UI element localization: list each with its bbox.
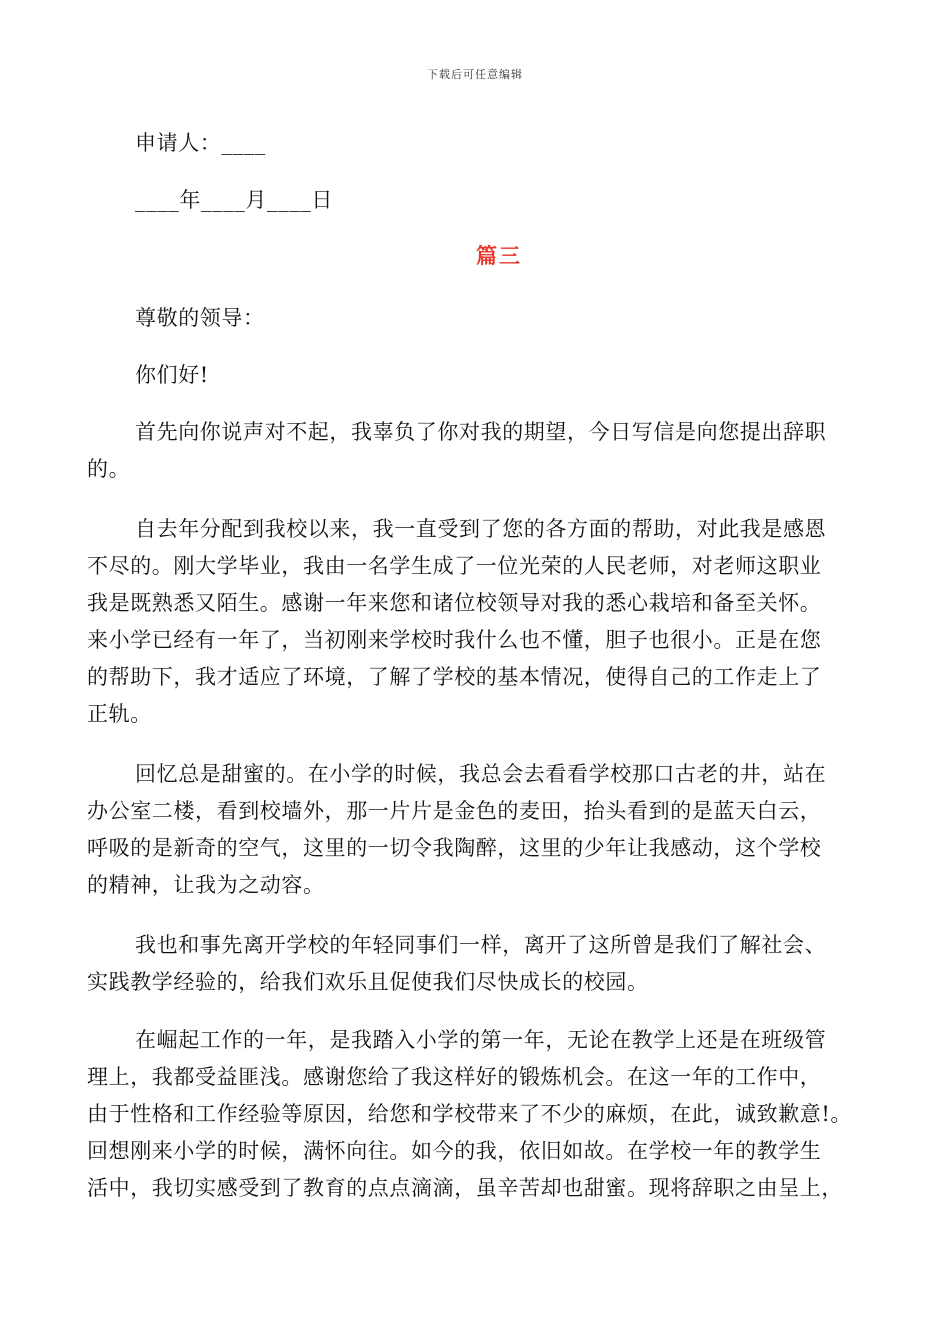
body-line: 首先向你说声对不起，我辜负了你对我的期望，今日写信是向您提出辞职 — [135, 420, 827, 444]
body-line: 我是既熟悉又陌生。感谢一年来您和诸位校领导对我的悉心栽培和备至关怀。 — [87, 591, 822, 615]
body-line: 在崛起工作的一年，是我踏入小学的第一年，无论在教学上还是在班级管 — [135, 1028, 827, 1052]
body-line: 呼吸的是新奇的空气，这里的一切令我陶醉，这里的少年让我感动，这个学校 — [87, 836, 822, 860]
body-line: 自去年分配到我校以来，我一直受到了您的各方面的帮助，对此我是感恩 — [135, 517, 827, 541]
body-line: 实践教学经验的，给我们欢乐且促使我们尽快成长的校园。 — [87, 970, 649, 994]
body-line: 回忆总是甜蜜的。在小学的时候，我总会去看看学校那口古老的井，站在 — [135, 762, 827, 786]
body-line: 的帮助下，我才适应了环境，了解了学校的基本情况，使得自己的工作走上了 — [87, 665, 822, 689]
body-line: 正轨。 — [87, 702, 152, 726]
body-line: 来小学已经有一年了，当初刚来学校时我什么也不懂，胆子也很小。正是在您 — [87, 628, 822, 652]
date-line: ____年____月____日 — [135, 188, 333, 212]
page-header-note: 下载后可任意编辑 — [427, 68, 523, 81]
body-line: 的精神，让我为之动容。 — [87, 873, 325, 897]
body-line: 回想刚来小学的时候，满怀向往。如今的我，依旧如故。在学校一年的教学生 — [87, 1139, 822, 1163]
body-line: 办公室二楼，看到校墙外，那一片片是金色的麦田，抬头看到的是蓝天白云， — [87, 799, 822, 823]
body-line: 由于性格和工作经验等原因，给您和学校带来了不少的麻烦，在此，诚致歉意!。 — [87, 1102, 853, 1126]
salutation: 尊敬的领导： — [135, 306, 265, 330]
applicant-line: 申请人：____ — [135, 131, 266, 155]
greeting: 你们好! — [135, 363, 209, 387]
body-line: 的。 — [87, 457, 131, 481]
body-line: 我也和事先离开学校的年轻同事们一样，离开了这所曾是我们了解社会、 — [135, 933, 827, 957]
body-line: 理上，我都受益匪浅。感谢您给了我这样好的锻炼机会。在这一年的工作中， — [87, 1065, 822, 1089]
body-line: 活中，我切实感受到了教育的点点滴滴，虽辛苦却也甜蜜。现将辞职之由呈上， — [87, 1176, 843, 1200]
body-line: 不尽的。刚大学毕业，我由一名学生成了一位光荣的人民老师，对老师这职业 — [87, 554, 822, 578]
section-title: 篇三 — [476, 243, 522, 268]
